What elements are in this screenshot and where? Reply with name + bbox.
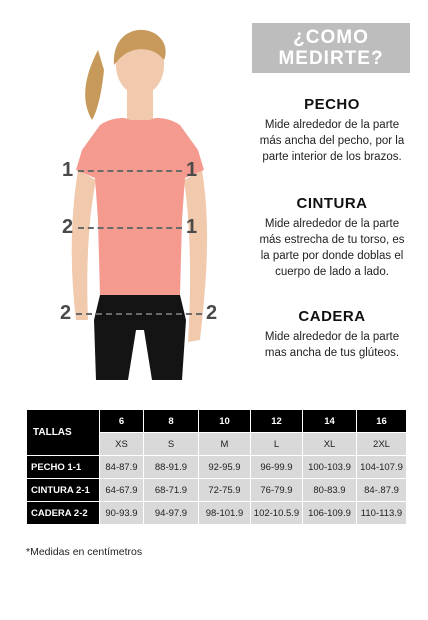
chest-marker-left: 1 <box>62 159 74 181</box>
table-cell: 92-95.9 <box>199 456 251 479</box>
table-cell: 100-103.9 <box>303 456 357 479</box>
table-cell: 106-109.9 <box>303 502 357 525</box>
table-cell: 84-.87.9 <box>357 479 407 502</box>
table-row <box>27 456 407 479</box>
size-number: 12 <box>251 410 303 433</box>
title-box <box>252 23 410 73</box>
model-image <box>40 20 240 390</box>
hip-marker-left: 2 <box>60 302 72 324</box>
size-letter: XL <box>303 433 357 456</box>
waist-marker-left: 2 <box>62 216 74 238</box>
table-row <box>27 479 407 502</box>
waist-marker-right: 1 <box>186 216 198 238</box>
footnote: *Medidas en centímetros <box>26 546 143 558</box>
table-cell: 80-83.9 <box>303 479 357 502</box>
section-text: Mide alrededor de la parte más estrecha de tu torso, es la parte por donde doblas el cuerpo de lado a lado. <box>259 218 405 278</box>
size-number: 6 <box>100 410 144 433</box>
title-line-2: MEDIRTE? <box>278 48 384 69</box>
size-letter: L <box>251 433 303 456</box>
table-header-row <box>27 410 407 433</box>
waist-line <box>78 227 182 229</box>
section-cintura <box>258 195 406 280</box>
table-row <box>27 502 407 525</box>
size-table <box>26 409 407 525</box>
section-heading: CADERA <box>298 308 366 325</box>
size-letter: 2XL <box>357 433 407 456</box>
title-line-1: ¿COMO <box>293 27 369 48</box>
tallas-header: TALLAS <box>27 410 100 456</box>
size-number: 8 <box>144 410 199 433</box>
size-letter: XS <box>100 433 144 456</box>
chest-line <box>78 170 182 172</box>
size-letter: M <box>199 433 251 456</box>
section-cadera <box>258 308 406 361</box>
hip-line <box>76 313 202 315</box>
section-text: Mide alrededor de la parte más ancha del pecho, por la parte interior de los brazos. <box>259 119 405 163</box>
table-cell: 84-87.9 <box>100 456 144 479</box>
table-cell: 64-67.9 <box>100 479 144 502</box>
section-heading: PECHO <box>304 96 360 113</box>
hip-marker-right: 2 <box>206 302 218 324</box>
section-heading: CINTURA <box>296 195 368 212</box>
section-text: Mide alrededor de la parte mas ancha de tus glúteos. <box>264 331 400 359</box>
size-number: 10 <box>199 410 251 433</box>
size-letter: S <box>144 433 199 456</box>
table-cell: 88-91.9 <box>144 456 199 479</box>
row-label: CINTURA 2-1 <box>27 479 100 502</box>
chest-marker-right: 1 <box>186 159 198 181</box>
table-cell: 96-99.9 <box>251 456 303 479</box>
row-label: CADERA 2-2 <box>27 502 100 525</box>
table-cell: 68-71.9 <box>144 479 199 502</box>
row-label: PECHO 1-1 <box>27 456 100 479</box>
table-cell: 102-10.5.9 <box>251 502 303 525</box>
table-cell: 72-75.9 <box>199 479 251 502</box>
size-number: 14 <box>303 410 357 433</box>
size-number: 16 <box>357 410 407 433</box>
table-cell: 98-101.9 <box>199 502 251 525</box>
section-pecho <box>258 96 406 165</box>
table-cell: 94-97.9 <box>144 502 199 525</box>
table-cell: 104-107.9 <box>357 456 407 479</box>
table-cell: 90-93.9 <box>100 502 144 525</box>
table-cell: 110-113.9 <box>357 502 407 525</box>
table-cell: 76-79.9 <box>251 479 303 502</box>
